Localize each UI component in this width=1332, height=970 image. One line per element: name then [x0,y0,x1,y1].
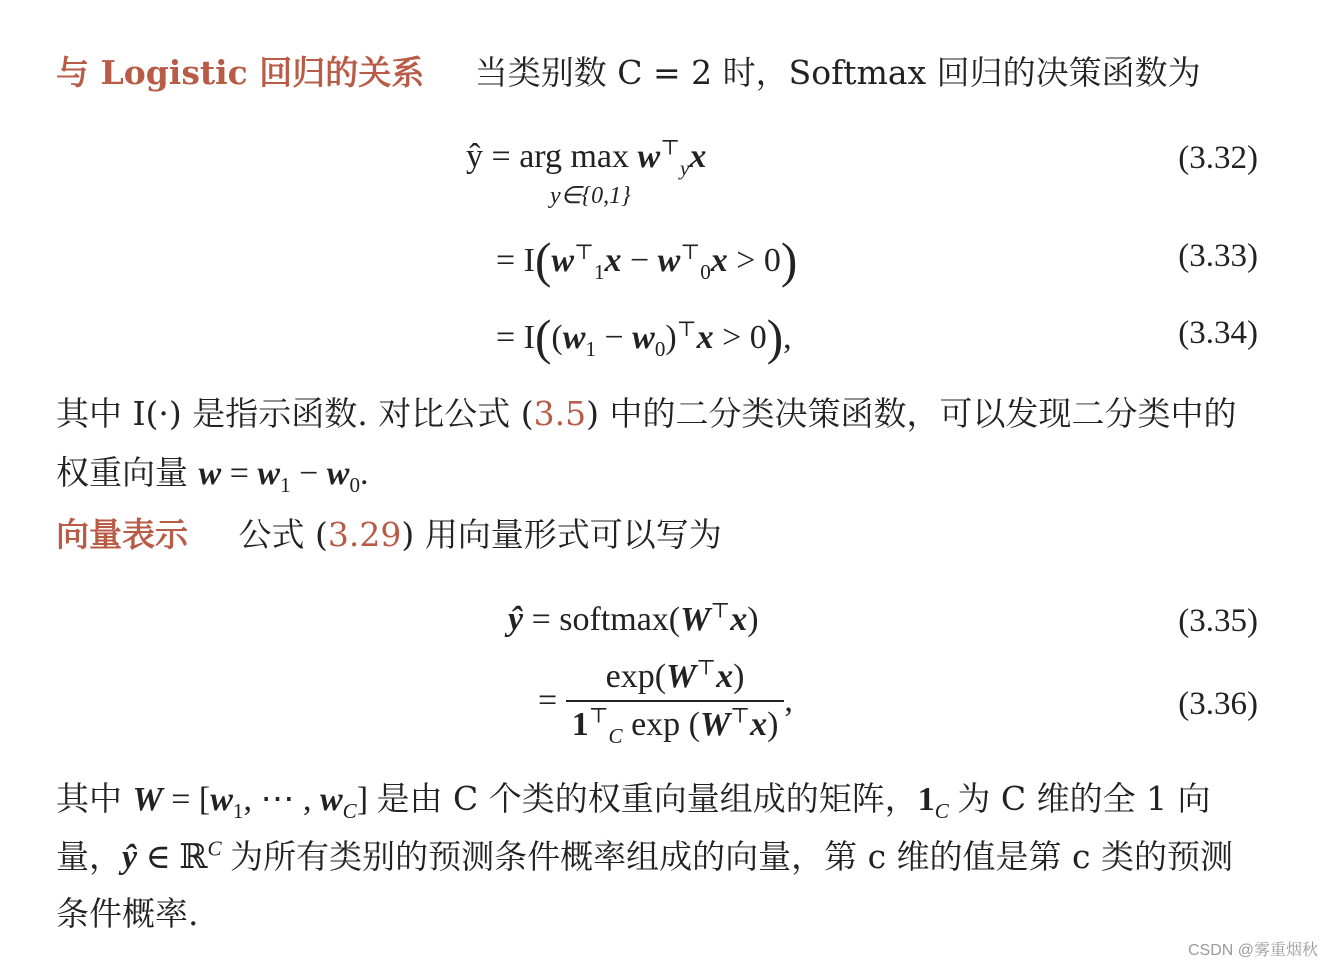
para2-line3 [56,894,199,933]
section1-intro: 当类别数 C = 2 时，Softmax 回归的决策函数为 [474,53,1201,92]
section2-intro-b: ) 用向量形式可以写为 [401,515,722,554]
equation-3-33: = $I(w^⊤_1x - w^⊤_0x > 0)$ [496,233,798,288]
para2-matrix: $W = [w_1$, ⋯ , $w_C$] [132,781,377,823]
section2-intro-a: 公式 ( [238,515,328,554]
eq332-number: (3.32) [1178,140,1258,176]
para2-yhat: ŷ ∈ ℝ$^C$ [122,836,222,876]
para2-line3-text: 条件概率. [56,894,199,933]
eq336-fraction: $\frac{\exp(W^⊤x)}{1^⊤_C \exp (W^⊤x)}$ [566,660,785,742]
section2-line [56,515,722,554]
eq333-number: (3.33) [1178,238,1258,274]
ref-3-29[interactable]: 3.29 [327,515,402,554]
eq334-rhs: = I [496,319,535,357]
equation-3-36: = $\frac{\exp(W^⊤x)}{1^⊤_C \exp (W^⊤x)}$ , [538,655,793,748]
section1-heading: 与 Logistic 回归的关系 [56,53,425,92]
eq332-lhs: ŷ = [466,138,520,175]
ref-3-5[interactable]: 3.5 [533,394,587,433]
eq335-rhs: = softmax( [523,601,681,638]
para1-text-b: ) 中的二分类决策函数，可以发现二分类中的 [586,394,1237,433]
para2-text-b: 是由 C 个类的权重向量组成的矩阵， [376,779,918,818]
para2-ones: $1_C$ [917,781,949,823]
eq334-number: (3.34) [1178,315,1258,351]
para1-line1 [56,394,1237,433]
para2-text-a: 其中 [56,779,122,818]
equation-3-32: ŷ = arg $\max w^⊤_yx$ [466,135,707,180]
section2-heading: 向量表示 [56,515,188,554]
eq333-rhs: = I [496,242,535,280]
para1-line2 [56,453,369,497]
para1-line2-text: 权重向量 [56,453,188,492]
para2-text-c: 为 C 维的全 1 向 [957,779,1211,818]
para1-formula: $w = w_1 - w_0$. [198,455,369,497]
eq336-number: (3.36) [1178,686,1258,722]
watermark: CSDN @雾重烟秋 [1187,942,1318,959]
para2-line2 [56,836,1234,876]
para1-text-a: 其中 I(·) 是指示函数. 对比公式 ( [56,394,534,433]
eq335-number: (3.35) [1178,603,1258,639]
para2-line1 [56,779,1211,823]
section1-line [56,53,1201,92]
equation-3-35: ŷ = softmax(W⊤x) [508,598,759,638]
para2-line2-a: 量， [56,837,122,876]
eq332-op: arg max [519,138,638,175]
para2-line2-b: 为所有类别的预测条件概率组成的向量，第 c 维的值是第 c 类的预测 [230,837,1234,876]
equation-3-34: = $I((w_1 - w_0)^⊤x > 0)$, [496,310,792,365]
eq332-subscript: y∈{0,1} [550,183,631,209]
